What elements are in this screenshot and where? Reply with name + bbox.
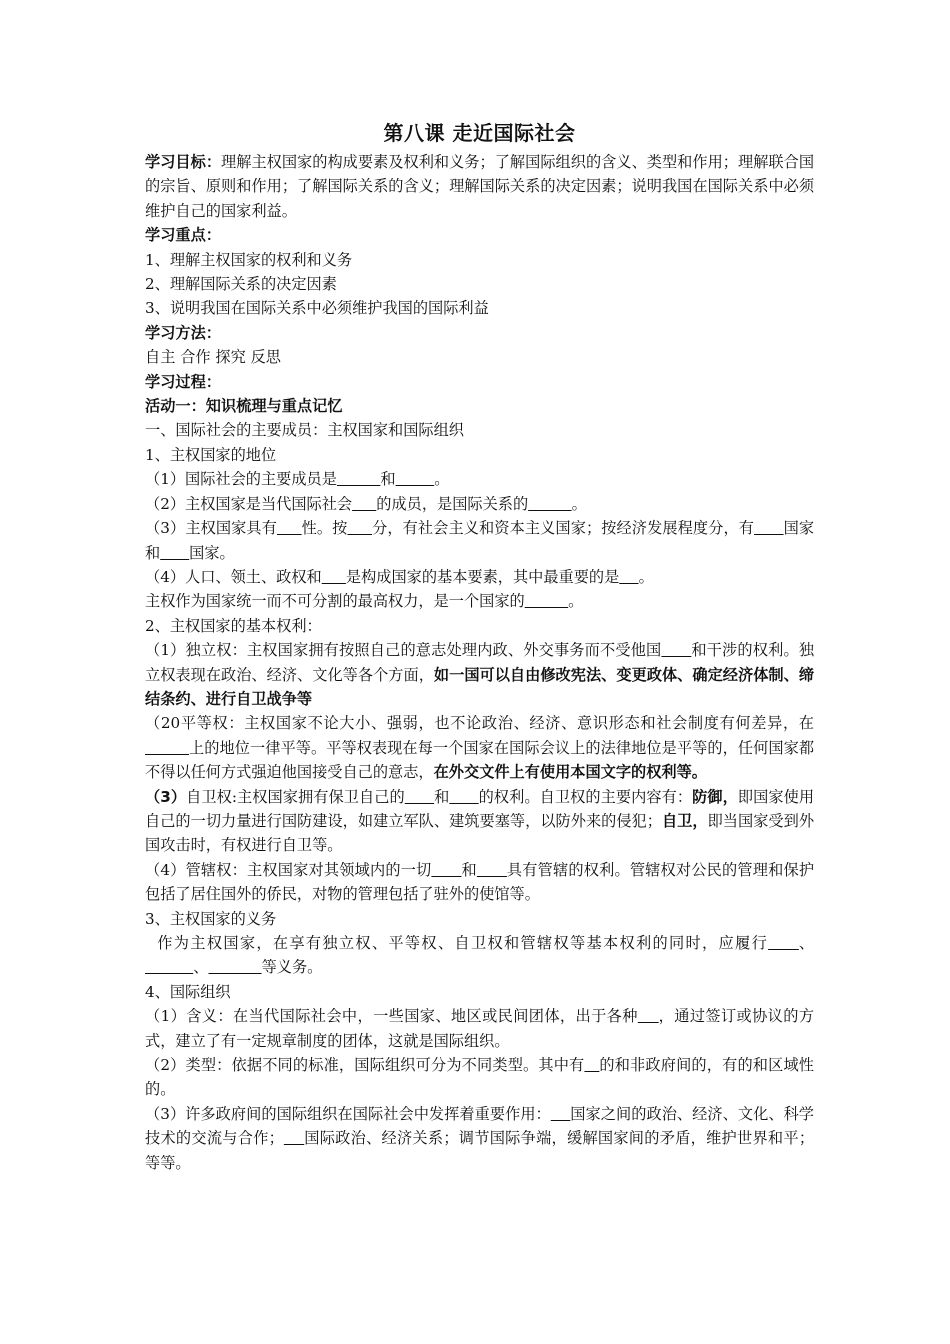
answer-blank <box>352 495 376 513</box>
activity-heading: 活动一：知识梳理与重点记忆 <box>145 397 343 416</box>
text-run: 和干涉的权利。独立权表现在政治、经济、文化等各个方面， <box>145 641 815 684</box>
bold-text: 在外交文件上有使用本国文字的权利等。 <box>433 763 707 782</box>
rights-paragraph <box>145 711 814 784</box>
org-paragraph <box>145 1102 814 1175</box>
text-run: 、 <box>193 958 209 977</box>
org-paragraph <box>145 1053 814 1102</box>
answer-blank <box>754 519 784 537</box>
answer-blank <box>477 861 507 879</box>
answer-blank <box>431 861 461 879</box>
text-run: 国家和 <box>145 519 815 562</box>
text-run: （1）独立权：主权国家拥有按照自己的意志处理内政、外交事务而不受他国 <box>145 641 662 660</box>
bold-text: 防御， <box>692 787 738 806</box>
answer-blank <box>551 1105 571 1123</box>
text-run: 。 <box>638 567 654 586</box>
answer-blank <box>337 470 380 488</box>
text-run: 作为主权国家，在享有独立权、平等权、自卫权和管辖权等基本权利的同时，应履行 <box>145 934 769 952</box>
page-title: 第八课 走近国际社会 <box>383 121 576 145</box>
text-run: 国际政治、经济关系；调节国际争端，缓解国家间的矛盾，维护世界和平；等等。 <box>145 1129 815 1172</box>
text-run: 等义务。 <box>261 958 323 977</box>
process-label: 学习过程： <box>145 372 221 391</box>
method-label: 学习方法： <box>145 323 221 342</box>
text-run: 和 <box>461 860 477 879</box>
answer-blank <box>405 788 434 806</box>
focus-item: 3、说明我国在国际关系中必须维护我国的国际利益 <box>145 299 489 318</box>
text-run: 上的地位一律平等。平等权表现在每一个国家在国际会议上的法律地位是平等的，任何国家都不得以任何方式强迫他国接受自己的意志， <box>145 738 815 782</box>
rights-paragraph <box>145 638 814 711</box>
answer-blank <box>525 592 568 610</box>
text-run: （2）主权国家是当代国际社会 <box>145 494 353 513</box>
bold-text: （3） <box>145 787 187 806</box>
text-run: 即国家使用自己的一切力量进行国防建设，如建立军队、建筑要塞等，以防外来的侵犯； <box>145 787 815 830</box>
text-run: （3）主权国家具有 <box>145 519 277 538</box>
focus-item: 1、理解主权国家的权利和义务 <box>145 250 353 269</box>
answer-blank <box>284 1129 304 1147</box>
text-run: 的权利。自卫权的主要内容有： <box>478 787 693 806</box>
text-run: （1）含义：在当代国际社会中，一些国家、地区或民间团体，出于各种 <box>145 1007 638 1026</box>
fill-line <box>145 516 814 565</box>
bold-text: 如一国可以自由修改宪法、变更政体、确定经济体制、缔结条约、进行自卫战争等 <box>145 665 815 708</box>
answer-blank <box>619 568 638 586</box>
text-run: （2）类型：依据不同的标准，国际组织可分为不同类型。其中有 <box>145 1056 585 1075</box>
fill-line <box>145 565 814 589</box>
answer-blank <box>584 1056 599 1074</box>
text-run: 具有管辖的权利。管辖权对公民的管理和保护包括了居住国外的侨民，对物的管理包括了驻外的使馆等。 <box>145 860 815 904</box>
text-run: 国家。 <box>189 543 235 562</box>
text-run: 自卫权:主权国家拥有保卫自己的 <box>186 787 405 806</box>
text-run: 是构成国家的基本要素，其中最重要的是 <box>345 567 620 586</box>
text-run: 。 <box>434 470 450 489</box>
text-run: 主权作为国家统一而不可分割的最高权力，是一个国家的 <box>145 592 525 611</box>
text-run: 。 <box>568 592 584 611</box>
text-run: 分，有社会主义和资本主义国家；按经济发展程度分，有 <box>372 519 755 538</box>
subsection-heading: 3、主权国家的义务 <box>145 909 277 928</box>
text-run: 性。按 <box>301 519 348 538</box>
text-run: 国家之间的政治、经济、文化、科学技术的交流与合作； <box>145 1104 814 1148</box>
answer-blank <box>277 519 302 537</box>
method-text: 自主 合作 探究 反思 <box>145 348 281 367</box>
fill-line <box>145 467 814 491</box>
subsection-heading: 2、主权国家的基本权利： <box>145 616 322 635</box>
org-paragraph <box>145 1004 814 1053</box>
answer-blank <box>208 958 261 976</box>
subsection-heading: 4、国际组织 <box>145 982 231 1001</box>
goals-label: 学习目标： <box>145 153 222 171</box>
answer-blank <box>396 470 435 488</box>
text-run: 的成员，是国际关系的 <box>376 494 529 513</box>
answer-blank <box>145 739 189 757</box>
goals-text: 理解主权国家的构成要素及权利和义务；了解国际组织的含义、类型和作用；理解联合国的宗旨、原则和作用；了解国际关系的含义；理解国际关系的决定因素；说明我国在国际关系中必须维护自己的国家利益。 <box>145 153 815 220</box>
answer-blank <box>528 495 571 513</box>
text-run: （4）管辖权：主权国家对其领域内的一切 <box>145 860 432 879</box>
bold-text: 自卫， <box>661 811 708 830</box>
answer-blank <box>347 519 372 537</box>
text-run: ，通过签订或协议的方式，建立了有一定规章制度的团体，这就是国际组织。 <box>145 1007 815 1050</box>
rights-paragraph <box>145 858 814 907</box>
fill-line <box>145 492 814 516</box>
goals-paragraph <box>145 150 814 223</box>
answer-blank <box>160 544 189 562</box>
text-run: （4）人口、领土、政权和 <box>145 567 322 586</box>
answer-blank <box>449 788 478 806</box>
text-run: 和 <box>434 787 450 806</box>
text-run: （1）国际社会的主要成员是 <box>145 470 337 489</box>
section-heading: 一、国际社会的主要成员：主权国家和国际组织 <box>145 421 464 440</box>
fill-line <box>145 589 814 613</box>
text-run: （3）许多政府间的国际组织在国际社会中发挥着重要作用： <box>145 1104 551 1123</box>
focus-item: 2、理解国际关系的决定因素 <box>145 275 337 294</box>
answer-blank <box>145 958 193 976</box>
text-run: 即当国家受到外国攻击时，有权进行自卫等。 <box>145 811 815 855</box>
duties-paragraph <box>145 931 814 980</box>
text-run: 。 <box>571 494 587 513</box>
answer-blank <box>661 641 691 659</box>
text-run: 的和非政府间的，有的和区域性的。 <box>145 1056 814 1099</box>
subsection-heading: 1、主权国家的地位 <box>145 445 277 464</box>
answer-blank <box>322 568 346 586</box>
text-run: （20平等权：主权国家不论大小、强弱，也不论政治、经济、意识形态和社会制度有何差异，在 <box>145 714 814 733</box>
answer-blank <box>768 934 799 952</box>
text-run: 和 <box>380 470 396 489</box>
text-run: 、 <box>798 934 815 952</box>
focus-label: 学习重点： <box>145 226 221 245</box>
answer-blank <box>638 1007 659 1025</box>
rights-paragraph <box>145 785 814 858</box>
